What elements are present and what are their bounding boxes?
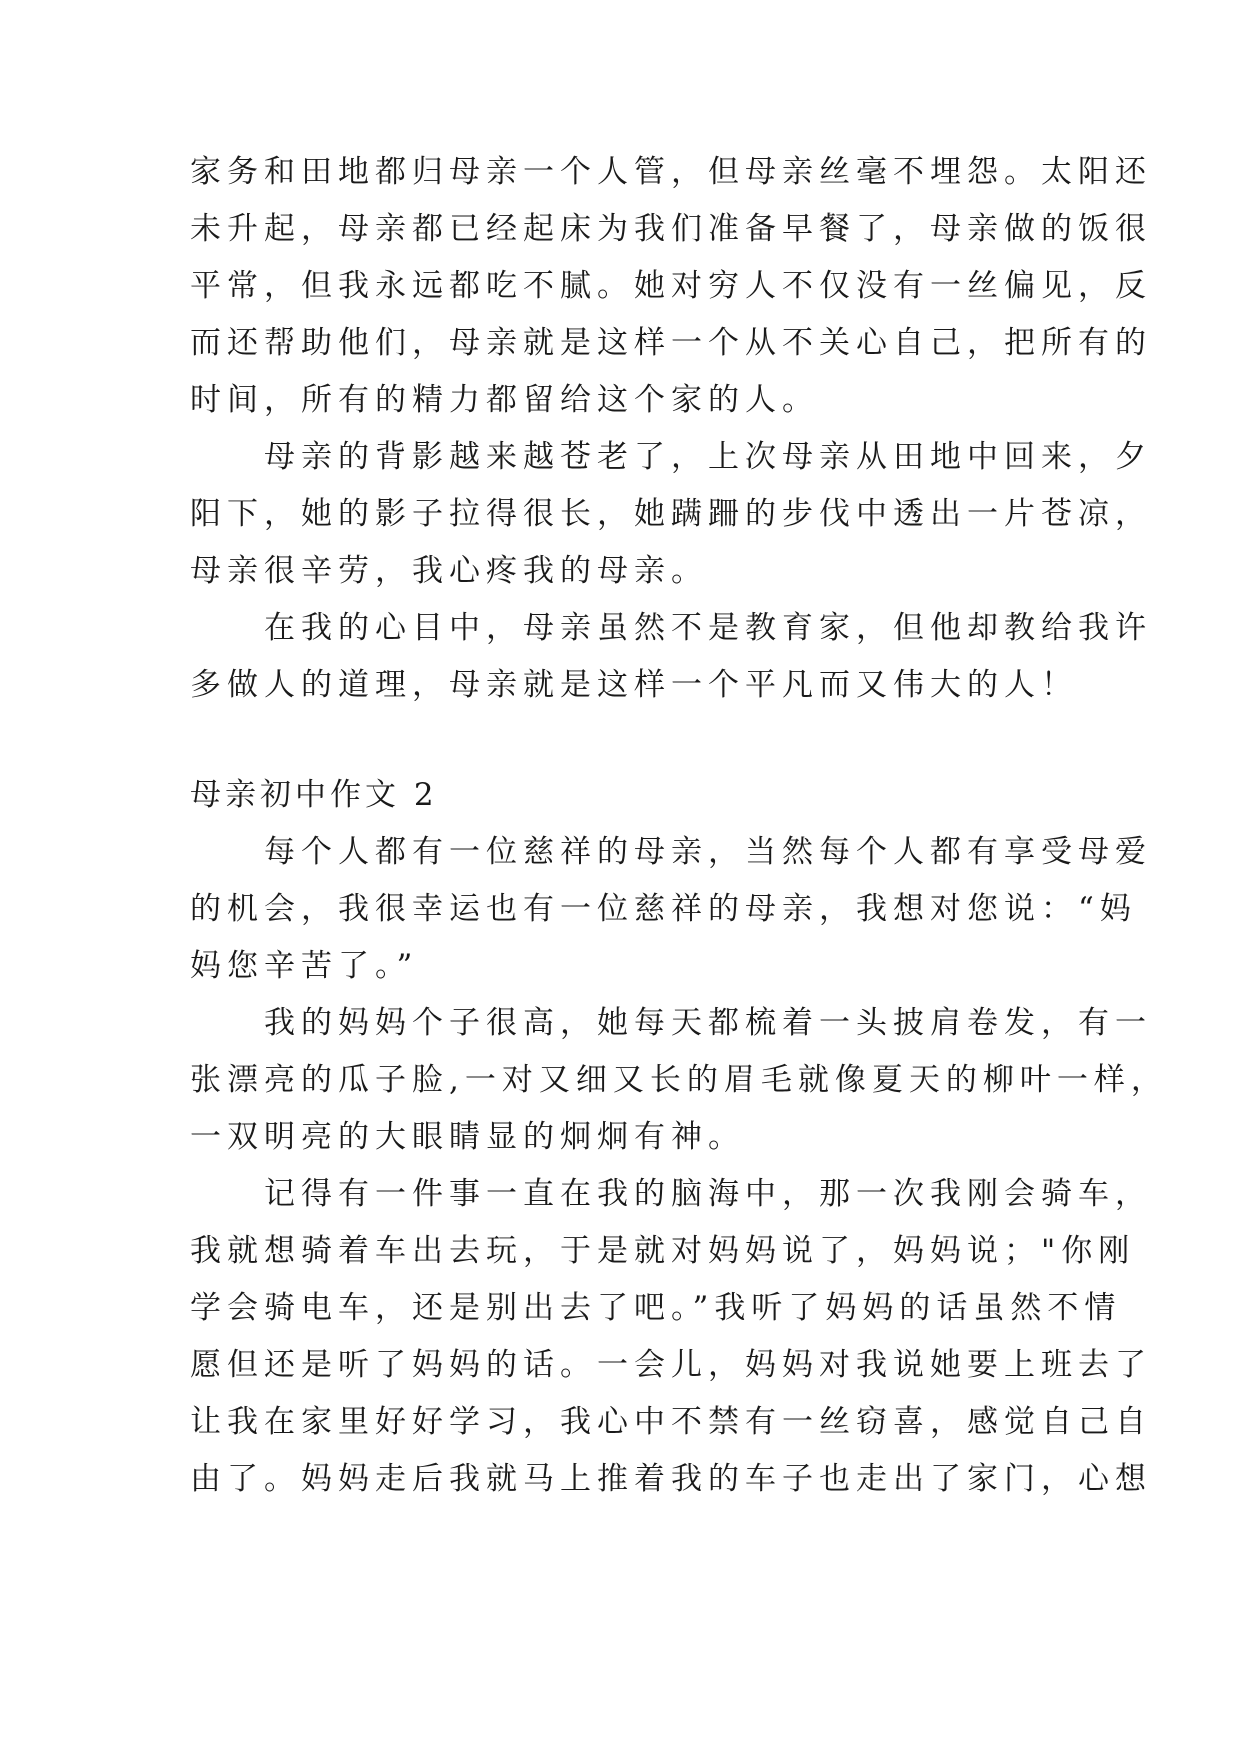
text-line: 母亲很辛劳，我心疼我的母亲。: [190, 553, 708, 589]
text-line: 我的妈妈个子很高，她每天都梳着一头披肩卷发，有一: [190, 1005, 1152, 1041]
text-line: 在我的心目中，母亲虽然不是教育家，但他却教给我许: [190, 610, 1152, 646]
text-line: 家务和田地都归母亲一个人管，但母亲丝毫不埋怨。太阳还: [190, 154, 1152, 190]
text-line: 由了。妈妈走后我就马上推着我的车子也走出了家门，心想: [190, 1461, 1152, 1497]
text-line: 阳下，她的影子拉得很长，她蹒跚的步伐中透出一片苍凉，: [190, 496, 1152, 532]
text-line: 我就想骑着车出去玩，于是就对妈妈说了，妈妈说；"你刚: [190, 1233, 1136, 1269]
text-line: 平常，但我永远都吃不腻。她对穷人不仅没有一丝偏见，反: [190, 268, 1152, 304]
section-heading: 母亲初中作文 2: [190, 777, 438, 813]
text-line: 妈您辛苦了。”: [190, 948, 419, 984]
text-line: 每个人都有一位慈祥的母亲，当然每个人都有享受母爱: [190, 834, 1152, 870]
text-line: 未升起，母亲都已经起床为我们准备早餐了，母亲做的饭很: [190, 211, 1152, 247]
text-line: 张漂亮的瓜子脸,一对又细又长的眉毛就像夏天的柳叶一样，: [190, 1062, 1168, 1098]
text-line: 一双明亮的大眼睛显的炯炯有神。: [190, 1119, 745, 1155]
text-line: 时间，所有的精力都留给这个家的人。: [190, 382, 819, 418]
text-line: 而还帮助他们，母亲就是这样一个从不关心自己，把所有的: [190, 325, 1152, 361]
text-line: 愿但还是听了妈妈的话。一会儿，妈妈对我说她要上班去了: [190, 1347, 1152, 1383]
text-line: 记得有一件事一直在我的脑海中，那一次我刚会骑车，: [190, 1176, 1152, 1212]
text-line: 让我在家里好好学习，我心中不禁有一丝窃喜，感觉自己自: [190, 1404, 1152, 1440]
text-line: 的机会，我很幸运也有一位慈祥的母亲，我想对您说：“妈: [190, 891, 1137, 927]
text-line: 学会骑电车，还是别出去了吧。”我听了妈妈的话虽然不情: [190, 1290, 1122, 1326]
text-line: 母亲的背影越来越苍老了，上次母亲从田地中回来，夕: [190, 439, 1152, 475]
text-line: 多做人的道理，母亲就是这样一个平凡而又伟大的人！: [190, 667, 1078, 703]
